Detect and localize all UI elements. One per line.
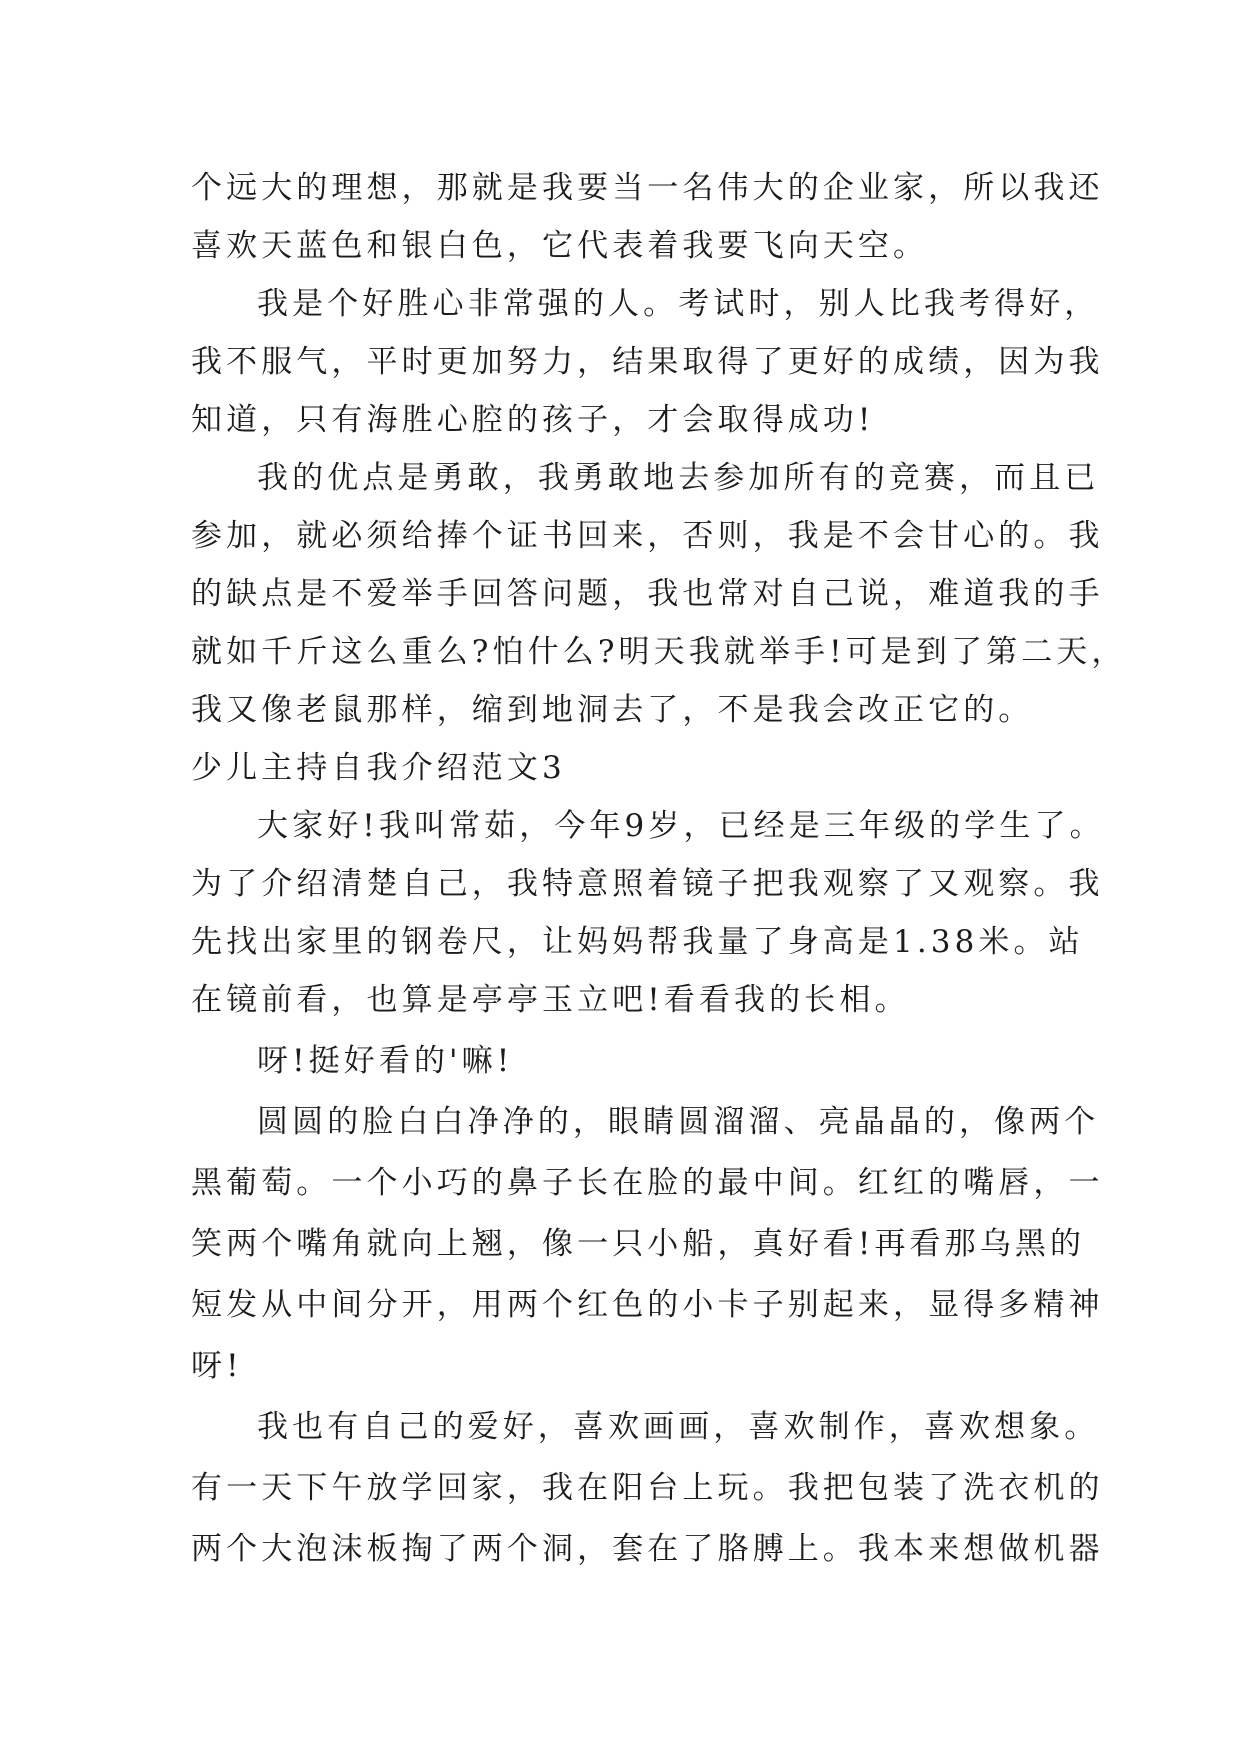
paragraph-line: 两个大泡沫板掏了两个洞，套在了胳膊上。我本来想做机器 [191,1531,1104,1567]
paragraph-line: 喜欢天蓝色和银白色，它代表着我要飞向天空。 [191,228,929,264]
paragraph-line: 笑两个嘴角就向上翘，像一只小船，真好看!再看那乌黑的 [191,1226,1086,1262]
paragraph-line: 我的优点是勇敢，我勇敢地去参加所有的竞赛，而且已 [257,460,1100,496]
paragraph-line: 知道，只有海胜心腔的孩子，才会取得成功! [191,402,875,438]
paragraph-line: 我不服气，平时更加努力，结果取得了更好的成绩，因为我 [191,344,1104,380]
paragraph-line: 圆圆的脸白白净净的，眼睛圆溜溜、亮晶晶的，像两个 [257,1104,1100,1140]
paragraph-line: 为了介绍清楚自己，我特意照着镜子把我观察了又观察。我 [191,866,1104,902]
paragraph-line: 黑葡萄。一个小巧的鼻子长在脸的最中间。红红的嘴唇，一 [191,1165,1104,1201]
paragraph-line: 参加，就必须给捧个证书回来，否则，我是不会甘心的。我 [191,518,1104,554]
paragraph-line: 我是个好胜心非常强的人。考试时，别人比我考得好， [257,286,1100,322]
paragraph-line: 在镜前看，也算是亭亭玉立吧!看看我的长相。 [191,982,910,1018]
paragraph-line: 先找出家里的钢卷尺，让妈妈帮我量了身高是1.38米。站 [191,924,1084,960]
paragraph-line: 的缺点是不爱举手回答问题，我也常对自己说，难道我的手 [191,576,1104,612]
paragraph-line: 有一天下午放学回家，我在阳台上玩。我把包装了洗衣机的 [191,1470,1104,1506]
paragraph-line: 大家好!我叫常茹，今年9岁，已经是三年级的学生了。 [257,808,1105,844]
paragraph-line: 呀!挺好看的'嘛! [257,1043,514,1079]
paragraph-line: 短发从中间分开，用两个红色的小卡子别起来，显得多精神 [191,1287,1104,1323]
paragraph-line: 我也有自己的爱好，喜欢画画，喜欢制作，喜欢想象。 [257,1409,1100,1445]
paragraph-line: 呀! [191,1348,243,1384]
paragraph-line: 我又像老鼠那样，缩到地洞去了，不是我会改正它的。 [191,692,1034,728]
paragraph-line: 就如千斤这么重么?怕什么?明天我就举手!可是到了第二天， [191,634,1127,670]
section-heading: 少儿主持自我介绍范文3 [191,750,566,786]
paragraph-line: 个远大的理想，那就是我要当一名伟大的企业家，所以我还 [191,170,1104,206]
